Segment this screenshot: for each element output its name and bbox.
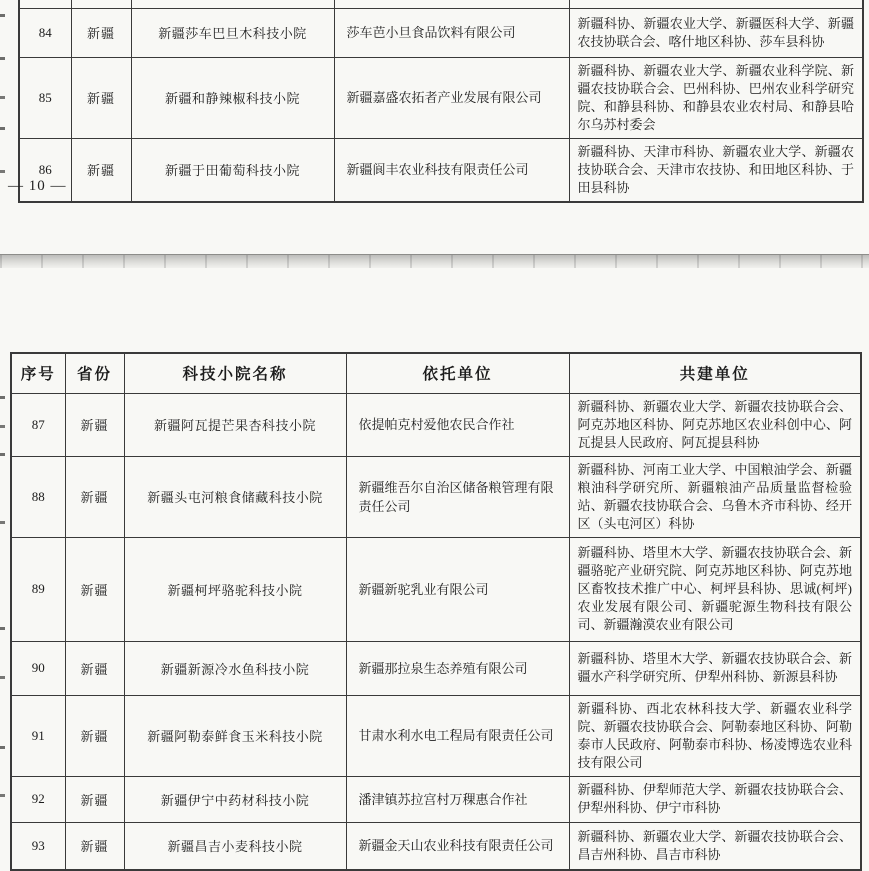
cell-partners: 新疆科协、天津市科协、新疆农业大学、新疆农技协联合会、天津市农技协、和田地区科协、于田县科协 (569, 138, 863, 202)
table-header-row (11, 353, 861, 393)
table-row (19, 8, 863, 57)
cell-partners: 新疆科协、新疆农业大学、新疆医科大学、新疆农技协联合会、喀什地区科协、莎车县科协 (569, 8, 863, 57)
table-row (19, 57, 863, 138)
cell-host: 新疆新驼乳业有限公司 (346, 537, 569, 641)
cell-serial (19, 0, 71, 8)
cell-province: 新疆 (65, 822, 124, 870)
cell-name: 新疆阿勒泰鲜食玉米科技小院 (124, 695, 346, 776)
cell-serial: 88 (11, 456, 65, 537)
cell-serial: 85 (19, 57, 71, 138)
cell-host: 新疆维吾尔自治区储备粮管理有限责任公司 (346, 456, 569, 537)
cell-serial: 87 (11, 393, 65, 456)
page-number: — 10 — (8, 178, 67, 194)
top-table (18, 0, 864, 203)
cell-host: 新疆嘉盛农拓者产业发展有限公司 (334, 57, 569, 138)
cell-serial: 86 (19, 138, 71, 202)
cell-host: 新疆金天山农业科技有限责任公司 (346, 822, 569, 870)
cell-province: 新疆 (71, 57, 131, 138)
header-host: 依托单位 (346, 353, 569, 393)
table-row-clipped (19, 0, 863, 8)
table-row (11, 695, 861, 776)
header-province: 省份 (65, 353, 124, 393)
cell-partners: 新疆科协、河南工业大学、中国粮油学会、新疆粮油科学研究所、新疆粮油产品质量监督检验站、新疆农技协联合会、乌鲁木齐市科协、经开区（头屯河区）科协 (569, 456, 861, 537)
table-row (19, 138, 863, 202)
table-row (11, 822, 861, 870)
cell-name: 新疆和静辣椒科技小院 (131, 57, 334, 138)
cell-partners: 新疆科协、伊犁师范大学、新疆农技协联合会、伊犁州科协、伊宁市科协 (569, 776, 861, 822)
cell-name: 新疆莎车巴旦木科技小院 (131, 8, 334, 57)
cell-partners: 新疆科协、西北农林科技大学、新疆农业科学院、新疆农技协联合会、阿勒泰地区科协、阿勒泰市人民政府、阿勒泰市科协、杨凌博选农业科技有限公司 (569, 695, 861, 776)
page-break-scan-strip (0, 254, 869, 268)
cell-host: 新疆阆丰农业科技有限责任公司 (334, 138, 569, 202)
cell-partners: 新疆科协、塔里木大学、新疆农技协联合会、新疆水产科学研究所、伊犁州科协、新源县科协 (569, 641, 861, 695)
cell-serial: 93 (11, 822, 65, 870)
cell-province: 新疆 (65, 537, 124, 641)
header-partners: 共建单位 (569, 353, 861, 393)
cell-province: 新疆 (71, 8, 131, 57)
cell-partners (569, 0, 863, 8)
cell-host: 甘肃水利水电工程局有限责任公司 (346, 695, 569, 776)
table-row (11, 776, 861, 822)
table-row (11, 456, 861, 537)
cell-province (71, 0, 131, 8)
table-row (11, 537, 861, 641)
cell-partners: 新疆科协、塔里木大学、新疆农技协联合会、新疆骆驼产业研究院、阿克苏地区科协、阿克苏地区畜牧技术推广中心、柯坪县科协、思诚(柯坪)农业发展有限公司、新疆驼源生物科技有限公司、新疆瀚漠农业有限公司 (569, 537, 861, 641)
cell-host: 莎车芭小旦食品饮料有限公司 (334, 8, 569, 57)
cell-province: 新疆 (65, 641, 124, 695)
cell-name: 新疆头屯河粮食储藏科技小院 (124, 456, 346, 537)
cell-partners: 新疆科协、新疆农业大学、新疆农技协联合会、阿克苏地区科协、阿克苏地区农业科创中心、阿瓦提县人民政府、阿瓦提县科协 (569, 393, 861, 456)
cell-name: 新疆昌吉小麦科技小院 (124, 822, 346, 870)
header-serial: 序号 (11, 353, 65, 393)
cell-host (334, 0, 569, 8)
cell-province: 新疆 (65, 695, 124, 776)
header-name: 科技小院名称 (124, 353, 346, 393)
cell-serial: 90 (11, 641, 65, 695)
main-table (10, 352, 862, 871)
cell-name: 新疆伊宁中药材科技小院 (124, 776, 346, 822)
cell-host: 依提帕克村爱他农民合作社 (346, 393, 569, 456)
cell-partners: 新疆科协、新疆农业大学、新疆农业科学院、新疆农技协联合会、巴州科协、巴州农业科学研究院、和静县科协、和静县农业农村局、和静县哈尔乌苏村委会 (569, 57, 863, 138)
cell-province: 新疆 (71, 138, 131, 202)
cell-name: 新疆柯坪骆驼科技小院 (124, 537, 346, 641)
cell-partners: 新疆科协、新疆农业大学、新疆农技协联合会、昌吉州科协、昌吉市科协 (569, 822, 861, 870)
scan-edge-artifacts (0, 14, 5, 17)
cell-province: 新疆 (65, 456, 124, 537)
cell-province: 新疆 (65, 393, 124, 456)
cell-serial: 89 (11, 537, 65, 641)
table-row (11, 393, 861, 456)
table-row (11, 641, 861, 695)
cell-name: 新疆新源冷水鱼科技小院 (124, 641, 346, 695)
cell-serial: 84 (19, 8, 71, 57)
cell-name: 新疆于田葡萄科技小院 (131, 138, 334, 202)
cell-province: 新疆 (65, 776, 124, 822)
cell-serial: 91 (11, 695, 65, 776)
cell-host: 潘津镇苏拉宫村万稞惠合作社 (346, 776, 569, 822)
cell-name (131, 0, 334, 8)
cell-name: 新疆阿瓦提芒果杏科技小院 (124, 393, 346, 456)
cell-serial: 92 (11, 776, 65, 822)
cell-host: 新疆那拉泉生态养殖有限公司 (346, 641, 569, 695)
